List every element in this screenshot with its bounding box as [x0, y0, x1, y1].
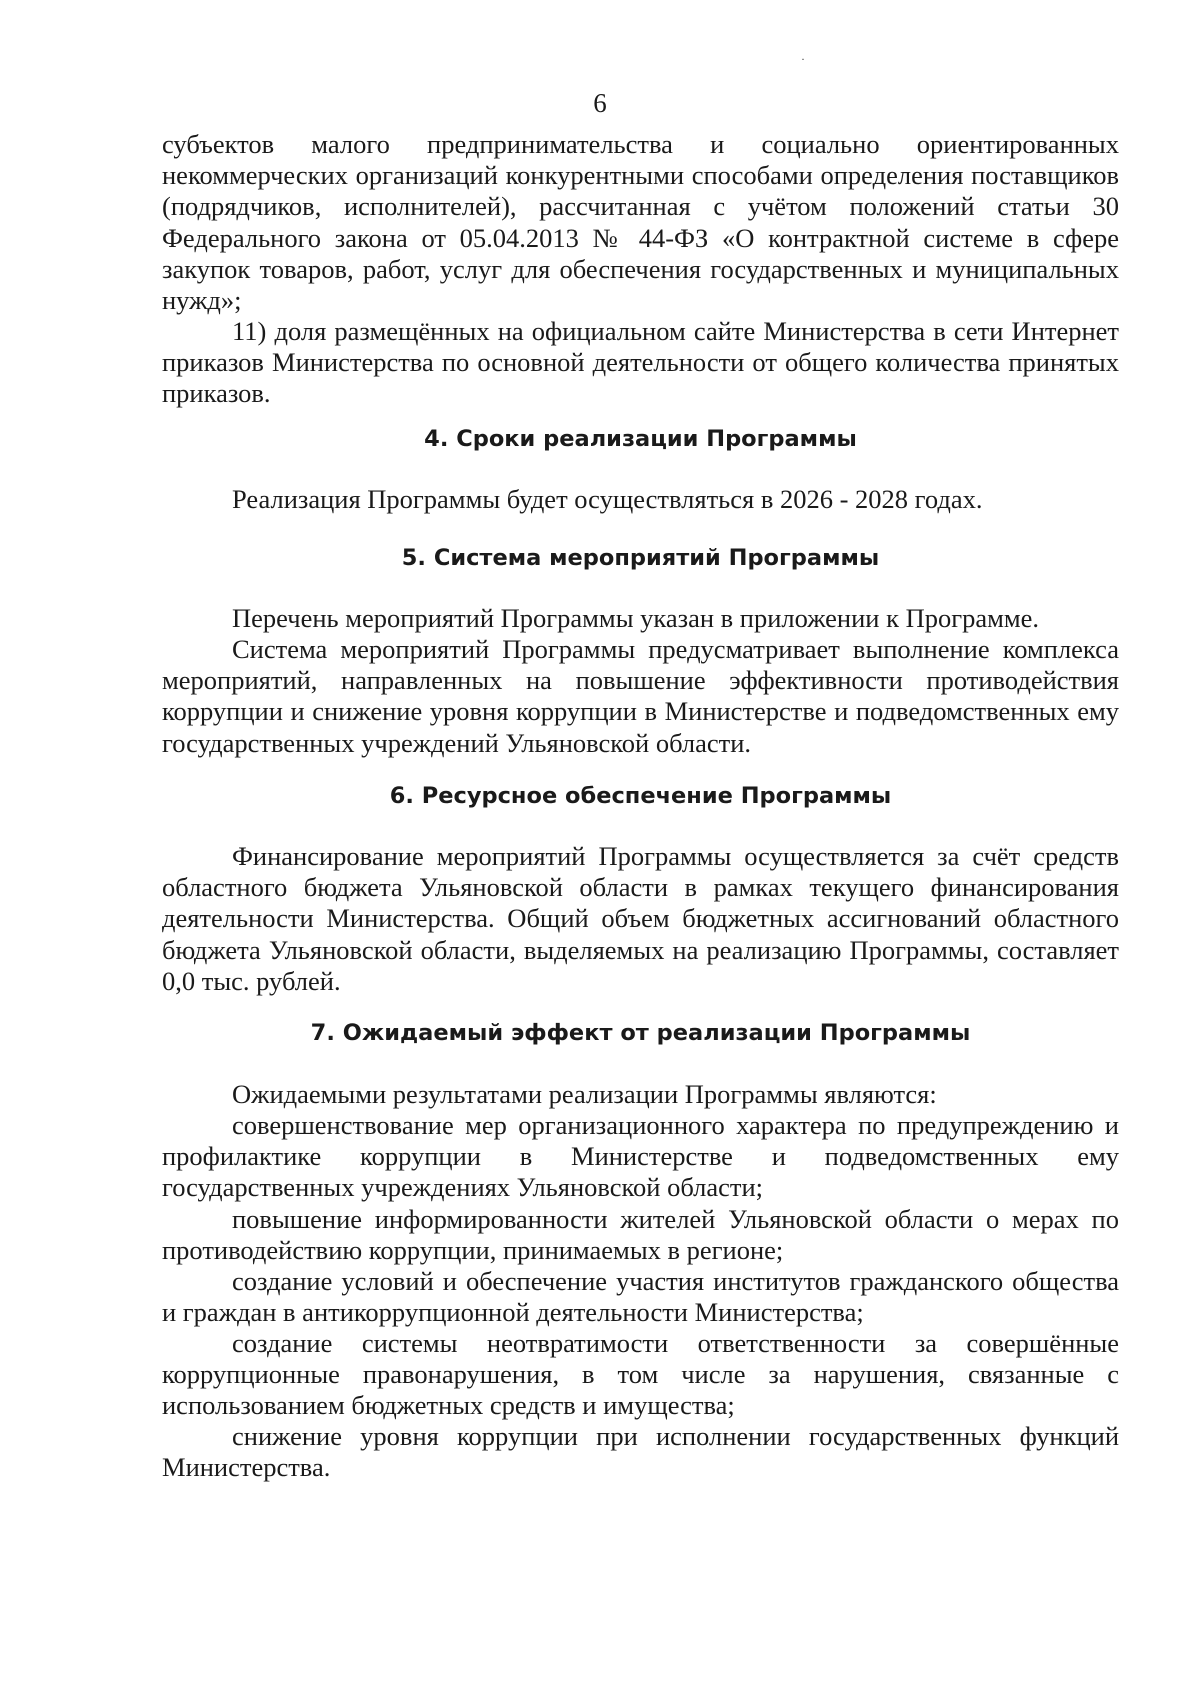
- section3-item-11: 11) доля размещённых на официальном сайте Министерства в сети Интернет приказов Министерства по основной деятельности от общего количества принятых приказов.: [162, 316, 1119, 409]
- section5-paragraph-2: Система мероприятий Программы предусматривает выполнение комплекса мероприятий, направленных на повышение эффективности противодействия коррупции и снижение уровня коррупции в Министерстве и подведомственных ему государственных учреждений Ульяновской области.: [162, 634, 1119, 758]
- section7-item-3: создание условий и обеспечение участия институтов гражданского общества и граждан в антикоррупционной деятельности Министерства;: [162, 1266, 1119, 1328]
- section4-heading: 4. Сроки реализации Программы: [424, 426, 857, 452]
- section7-item-4: создание системы неотвратимости ответственности за совершённые коррупционные правонарушения, в том числе за нарушения, связанные с использованием бюджетных средств и имущества;: [162, 1328, 1119, 1421]
- section6-text: Финансирование мероприятий Программы осуществляется за счёт средств областного бюджета Ульяновской области в рамках текущего финансирования деятельности Министерства. Общий объем бюджетных ассигнований областного бюджета Ульяновской области, выделяемых на реализацию Программы, составляет 0,0 тыс. рублей.: [162, 841, 1119, 996]
- section7-item-2: повышение информированности жителей Ульяновской области о мерах по противодействию коррупции, принимаемых в регионе;: [162, 1204, 1119, 1266]
- page-number: 6: [593, 88, 607, 118]
- section5-heading: 5. Система мероприятий Программы: [401, 545, 880, 571]
- section5-paragraph-1: Перечень мероприятий Программы указан в приложении к Программе.: [232, 603, 1040, 633]
- section7-item-5: снижение уровня коррупции при исполнении государственных функций Министерства.: [162, 1421, 1119, 1483]
- section7-intro: Ожидаемыми результатами реализации Программы являются:: [232, 1079, 937, 1109]
- scan-mark: ·: [801, 52, 805, 66]
- section4-text: Реализация Программы будет осуществляться в 2026 - 2028 годах.: [232, 484, 983, 514]
- section7-item-1: совершенствование мер организационного характера по предупреждению и профилактике коррупции в Министерстве и подведомственных ему государственных учреждениях Ульяновской области;: [162, 1110, 1119, 1203]
- section6-heading: 6. Ресурсное обеспечение Программы: [389, 783, 892, 809]
- section3-continuation: субъектов малого предпринимательства и социально ориентированных некоммерческих организаций конкурентными способами определения поставщиков (подрядчиков, исполнителей), рассчитанная с учётом положений статьи 30 Федерального закона от 05.04.2013 № 44-ФЗ «О контрактной системе в сфере закупок товаров, работ, услуг для обеспечения государственных и муниципальных нужд»;: [162, 129, 1119, 316]
- section7-heading: 7. Ожидаемый эффект от реализации Программы: [310, 1020, 971, 1046]
